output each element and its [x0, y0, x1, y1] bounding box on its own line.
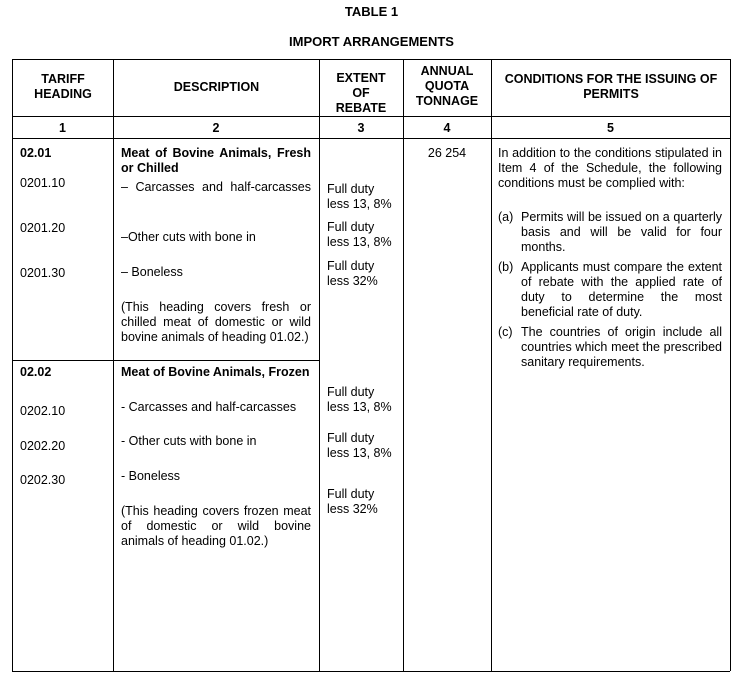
description-0202-20: - Other cuts with bone in — [121, 434, 257, 448]
column-number-1: 1 — [59, 121, 66, 135]
header-divider — [12, 116, 730, 117]
rebate-0202-10: Full duty less 13, 8% — [327, 385, 392, 414]
condition-b-label: (b) — [498, 260, 514, 274]
header-tariff-heading: TARIFF HEADING — [34, 72, 92, 101]
column-number-2: 2 — [212, 121, 220, 135]
table-top-border — [12, 59, 730, 60]
description-0202-30: - Boneless — [121, 469, 181, 483]
header-annual-quota-tonnage: ANNUAL QUOTA TONNAGE — [415, 64, 479, 108]
rebate-0202-20: Full duty less 13, 8% — [327, 431, 392, 460]
header-extent-of-rebate: EXTENT OF REBATE — [335, 71, 387, 115]
description-0201-30: – Boneless — [121, 265, 183, 279]
annual-quota-value: 26 254 — [427, 146, 467, 160]
tariff-heading-02-01: 02.01 — [20, 146, 52, 160]
tariff-code-0202-10: 0202.10 — [20, 404, 66, 418]
section1-title: Meat of Bovine Animals, Fresh or Chilled — [121, 146, 311, 175]
table-title: TABLE 1 — [344, 4, 399, 19]
condition-c — [498, 325, 722, 370]
col-border-4 — [491, 59, 492, 671]
tariff-code-0202-30: 0202.30 — [20, 473, 66, 487]
rebate-0201-30: Full duty less 32% — [327, 259, 378, 288]
conditions-intro: In addition to the conditions stipulated in Item 4 of the Schedule, the following conditions must be complied with: — [498, 146, 722, 190]
condition-a-label: (a) — [498, 210, 514, 224]
description-0202-10: - Carcasses and half-carcasses — [121, 400, 297, 414]
section1-note: (This heading covers fresh or chilled meat of domestic or wild bovine animals of heading 01.02.) — [121, 300, 311, 344]
table-subtitle: IMPORT ARRANGEMENTS — [289, 34, 454, 49]
tariff-code-0201-10: 0201.10 — [20, 176, 66, 190]
tariff-code-0201-20: 0201.20 — [20, 221, 66, 235]
condition-a — [498, 210, 722, 255]
description-0201-10: – Carcasses and half-carcasses — [121, 180, 311, 194]
condition-b-text: Applicants must compare the extent of rebate with the applied rate of duty to determine the most beneficial rate of duty. — [521, 260, 722, 319]
header-description: DESCRIPTION — [173, 80, 260, 94]
tariff-code-0201-30: 0201.30 — [20, 266, 66, 280]
rebate-0201-20: Full duty less 13, 8% — [327, 220, 392, 249]
column-number-5: 5 — [607, 121, 614, 135]
condition-a-text: Permits will be issued on a quarterly basis and will be valid for four months. — [521, 210, 722, 254]
section2-note: (This heading covers frozen meat of domestic or wild bovine animals of heading 01.02.) — [121, 504, 311, 548]
description-0201-20: –Other cuts with bone in — [121, 230, 256, 244]
column-number-4: 4 — [443, 121, 451, 135]
col-border-3 — [403, 59, 404, 671]
section-divider — [12, 360, 319, 361]
col-border-1 — [113, 59, 114, 671]
condition-c-text: The countries of origin include all countries which meet the prescribed sanitary requirements. — [521, 325, 722, 369]
tariff-heading-02-02: 02.02 — [20, 365, 52, 379]
column-number-divider — [12, 138, 730, 139]
header-conditions: CONDITIONS FOR THE ISSUING OF PERMITS — [504, 72, 718, 101]
condition-c-label: (c) — [498, 325, 513, 339]
section2-title: Meat of Bovine Animals, Frozen — [121, 365, 310, 379]
tariff-code-0202-20: 0202.20 — [20, 439, 66, 453]
col-border-right — [730, 59, 731, 671]
col-border-2 — [319, 59, 320, 671]
rebate-0201-10: Full duty less 13, 8% — [327, 182, 392, 211]
table-bottom-border — [12, 671, 730, 672]
column-number-3: 3 — [357, 121, 365, 135]
col-border-left — [12, 59, 13, 671]
condition-b — [498, 260, 722, 320]
rebate-0202-30: Full duty less 32% — [327, 487, 378, 516]
